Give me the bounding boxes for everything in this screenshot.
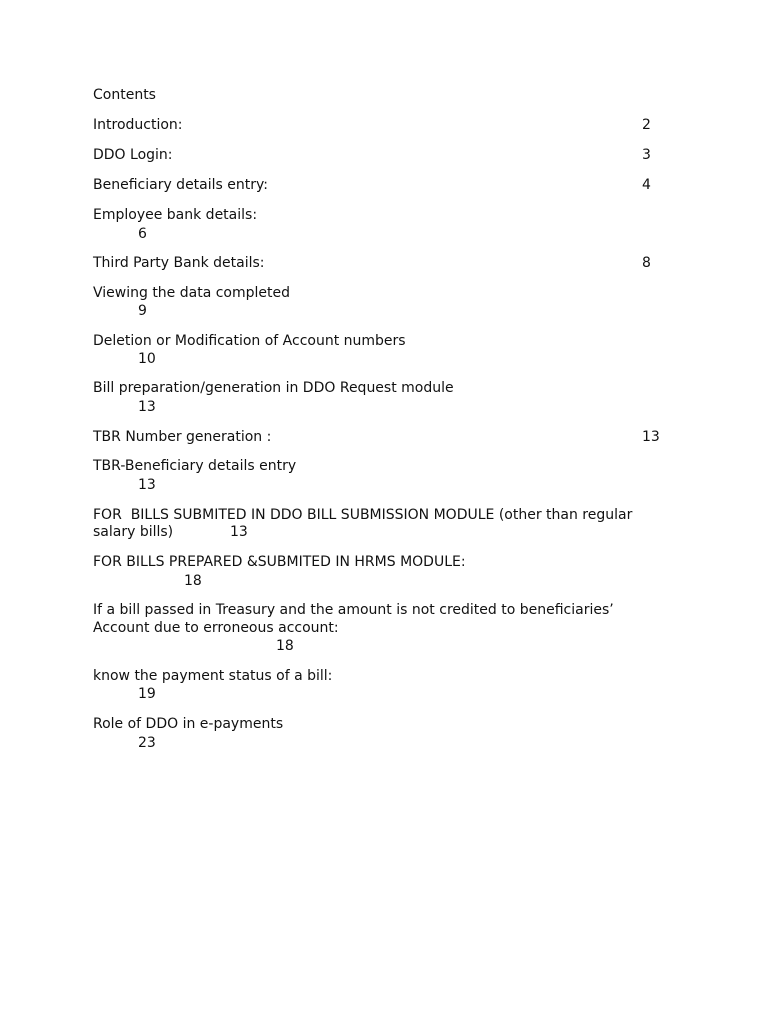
toc-entry-title: Viewing the data completed: [93, 285, 291, 301]
toc-heading: Contents: [93, 87, 156, 103]
toc-entry-title: If a bill passed in Treasury and the amount is not credited to beneficiaries’: [93, 602, 614, 618]
toc-entry-title: Bill preparation/generation in DDO Request module: [93, 380, 454, 396]
toc-entry-page: 13: [230, 524, 248, 540]
toc-entry-page: 18: [276, 638, 294, 654]
toc-entry-title: Deletion or Modification of Account numbers: [93, 333, 406, 349]
toc-entry-page: 19: [138, 686, 156, 702]
toc-entry-page: 9: [138, 303, 147, 319]
toc-entry-title: Role of DDO in e-payments: [93, 716, 284, 732]
toc-entry-title-continued: salary bills): [93, 524, 174, 540]
toc-entry-page: 13: [642, 429, 660, 445]
toc-entry-title: TBR-Beneficiary details entry: [93, 458, 297, 474]
toc-entry-page: 8: [642, 255, 651, 271]
toc-entry-title: FOR BILLS SUBMITED IN DDO BILL SUBMISSION MODULE (other than regular: [93, 507, 633, 523]
toc-entry-page: 4: [642, 177, 651, 193]
toc-entry-title: Beneficiary details entry:: [93, 177, 268, 193]
toc-entry-title: DDO Login:: [93, 147, 173, 163]
toc-entry-title: FOR BILLS PREPARED &SUBMITED IN HRMS MODULE:: [93, 554, 466, 570]
toc-entry-page: 10: [138, 351, 156, 367]
toc-entry-title: Introduction:: [93, 117, 183, 133]
toc-entry-page: 13: [138, 399, 156, 415]
toc-entry-page: 2: [642, 117, 651, 133]
toc-entry-page: 23: [138, 735, 156, 751]
toc-entry-page: 6: [138, 226, 147, 242]
toc-entry-title: Employee bank details:: [93, 207, 258, 223]
toc-entry-title-continued: Account due to erroneous account:: [93, 620, 339, 636]
toc-entry-page: 13: [138, 477, 156, 493]
toc-entry-page: 3: [642, 147, 651, 163]
toc-entry-title: know the payment status of a bill:: [93, 668, 333, 684]
toc-entry-title: Third Party Bank details:: [93, 255, 265, 271]
toc-entry-title: TBR Number generation :: [93, 429, 272, 445]
toc-entry-page: 18: [184, 573, 202, 589]
